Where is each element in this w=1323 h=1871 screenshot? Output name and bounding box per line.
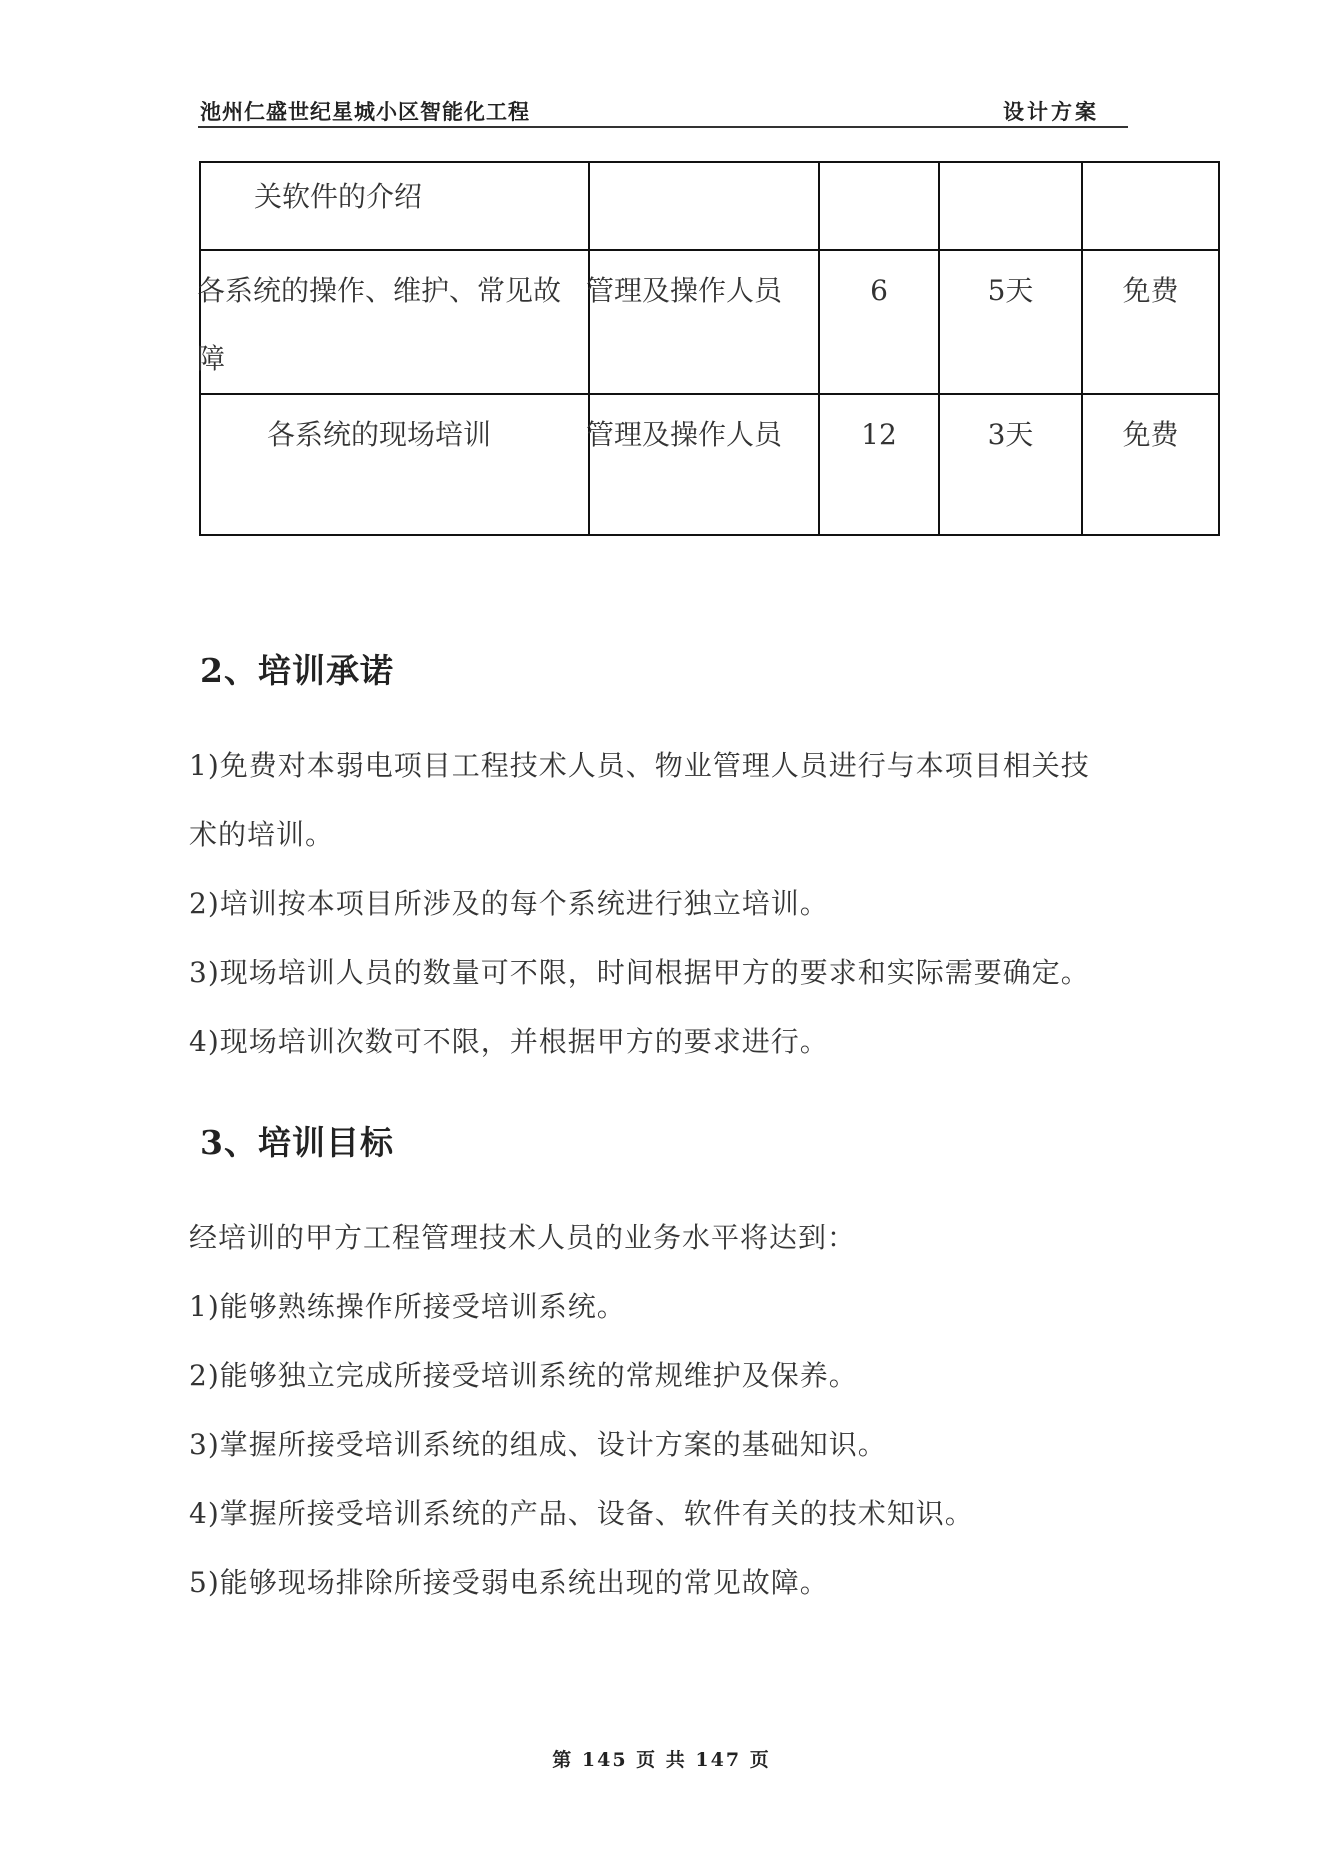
table-row [200, 394, 1219, 535]
header-project-title: 池州仁盛世纪星城小区智能化工程 [200, 99, 530, 124]
table-cell-count: 6 [819, 250, 939, 394]
page-number: 第 145 页 共 147 页 [552, 1749, 771, 1771]
table-cell-count: 12 [819, 394, 939, 535]
table-row [200, 250, 1219, 394]
training-table [199, 161, 1220, 536]
goal-line: 2)能够独立完成所接受培训系统的常规维护及保养。 [189, 1359, 858, 1392]
table-cell-content: 各系统的现场培训 [200, 394, 589, 535]
commitment-line: 1)免费对本弱电项目工程技术人员、物业管理人员进行与本项目相关技 [189, 749, 1090, 782]
table-cell-fee: 免费 [1082, 394, 1219, 535]
commitment-line: 4)现场培训次数可不限，并根据甲方的要求进行。 [189, 1025, 829, 1058]
commitment-line: 术的培训。 [189, 818, 335, 851]
goal-line: 1)能够熟练操作所接受培训系统。 [189, 1290, 626, 1323]
table-cell-content: 关软件的介绍 [200, 162, 589, 250]
table-row [200, 162, 1219, 250]
commitment-line: 3)现场培训人员的数量可不限，时间根据甲方的要求和实际需要确定。 [189, 956, 1090, 989]
table-cell-fee [1082, 162, 1219, 250]
goal-line: 4)掌握所接受培训系统的产品、设备、软件有关的技术知识。 [189, 1497, 974, 1530]
table-cell-audience: 管理及操作人员 [589, 250, 819, 394]
table-cell-duration: 3天 [939, 394, 1082, 535]
goals-intro: 经培训的甲方工程管理技术人员的业务水平将达到： [189, 1221, 857, 1254]
goal-line: 5)能够现场排除所接受弱电系统出现的常见故障。 [189, 1566, 829, 1599]
table-cell-duration [939, 162, 1082, 250]
goal-line: 3)掌握所接受培训系统的组成、设计方案的基础知识。 [189, 1428, 887, 1461]
table-cell-audience [589, 162, 819, 250]
section-heading-goals: 3、培训目标 [200, 1123, 394, 1162]
table-cell-fee: 免费 [1082, 250, 1219, 394]
table-cell-duration: 5天 [939, 250, 1082, 394]
table-cell-audience: 管理及操作人员 [589, 394, 819, 535]
table-cell-count [819, 162, 939, 250]
header-doc-type: 设计方案 [1003, 99, 1099, 124]
table-cell-content: 各系统的操作、维护、常见故障 [200, 250, 589, 394]
section-heading-commitment: 2、培训承诺 [200, 651, 394, 690]
commitment-line: 2)培训按本项目所涉及的每个系统进行独立培训。 [189, 887, 829, 920]
header-divider [198, 126, 1128, 128]
